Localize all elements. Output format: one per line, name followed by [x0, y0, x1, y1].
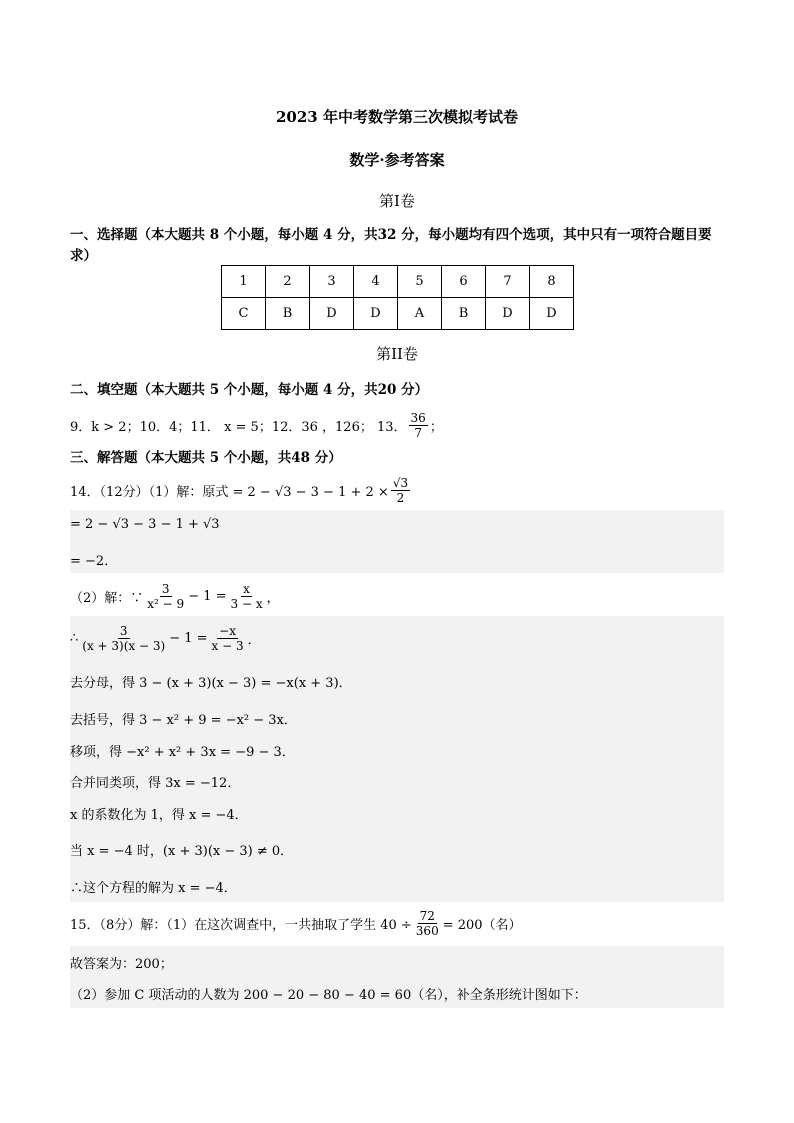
shaded-band	[70, 542, 724, 573]
volume-two-heading: 第II卷	[376, 345, 418, 363]
choice-answer: D	[354, 298, 398, 330]
q14-line-7: 去括号，得 3 − x² + 9 = −x² − 3x．	[70, 713, 297, 728]
q15-line-1	[70, 904, 522, 942]
fill-answers-line	[70, 408, 443, 442]
fill-answers-text: 9．k > 2；10．4；11． x = 5；12．36 ，126； 13．	[70, 419, 407, 435]
q14-line-5-prefix: ∴	[70, 630, 79, 646]
fraction-numerator: √3	[392, 475, 409, 490]
answer-subtitle: 数学·参考答案	[349, 151, 445, 169]
q15-line-1-text: 15．（8分）解：（1）在这次调查中，一共抽取了学生 40 ÷	[70, 917, 412, 933]
question-number: 7	[486, 266, 530, 298]
fraction	[229, 582, 265, 611]
q14-line-1	[70, 472, 412, 508]
q14-line-3: = −2．	[70, 554, 118, 569]
fraction-numerator: 3	[119, 623, 128, 638]
question-number: 1	[222, 266, 266, 298]
fraction-denominator: 3 − x	[230, 596, 263, 611]
q14-line-4-tail: ，	[266, 590, 280, 606]
q15-line-3: （2）参加 C 项活动的人数为 200 − 20 − 80 − 40 = 60（名），补全条形统计图如下：	[70, 988, 587, 1003]
choice-answer: D	[486, 298, 530, 330]
section-solve-heading: 三、解答题（本大题共 5 个小题，共48 分）	[70, 450, 342, 466]
q14-line-8: 移项，得 −x² + x² + 3x = −9 − 3．	[70, 745, 295, 760]
fraction-numerator: 36	[410, 410, 426, 425]
fraction	[414, 909, 441, 938]
fraction-numerator: −x	[219, 623, 236, 638]
fraction-denominator: x² − 9	[147, 596, 185, 611]
choice-answer: A	[398, 298, 442, 330]
fraction-denominator: 7	[414, 425, 422, 440]
fraction-numerator: 72	[419, 908, 435, 923]
fraction-denominator: 360	[415, 923, 439, 938]
answer-table	[221, 265, 574, 330]
fraction-numerator: x	[243, 581, 250, 596]
question-number: 3	[310, 266, 354, 298]
q15-line-2: 故答案为：200；	[70, 957, 173, 972]
page-title: 2023 年中考数学第三次模拟考试卷	[276, 108, 518, 126]
q14-line-5-mid: − 1 =	[169, 630, 208, 646]
q14-line-5	[70, 618, 261, 658]
q14-line-5-tail: ．	[247, 632, 261, 648]
fraction-denominator: 2	[396, 490, 405, 505]
fraction	[80, 624, 167, 653]
volume-one-heading: 第Ⅰ卷	[379, 192, 415, 210]
q14-line-11: 当 x = −4 时，(x + 3)(x − 3) ≠ 0．	[70, 844, 294, 859]
fraction	[409, 411, 428, 440]
question-number: 2	[266, 266, 310, 298]
choice-answer: D	[310, 298, 354, 330]
q14-line-4-prefix: （2）解：∵	[70, 590, 144, 606]
q14-line-9: 合并同类项，得 3x = −12．	[70, 776, 241, 791]
question-number: 4	[354, 266, 398, 298]
fraction	[210, 624, 246, 653]
q14-line-4	[70, 578, 280, 614]
question-number: 6	[442, 266, 486, 298]
q14-line-12: ∴这个方程的解为 x = −4．	[70, 881, 237, 896]
question-number: 5	[398, 266, 442, 298]
fraction-denominator: x − 3	[211, 638, 244, 653]
q14-line-4-mid: − 1 =	[188, 588, 227, 604]
section-choice-heading: 一、选择题（本大题共 8 个小题，每小题 4 分，共32 分，每小题均有四个选项，其中只有一项符合题目要求）	[70, 227, 712, 264]
fraction	[391, 476, 410, 505]
answer-table-number-row	[222, 266, 574, 298]
section-fill-heading: 二、填空题（本大题共 5 个小题，每小题 4 分，共20 分）	[70, 382, 429, 398]
choice-answer: B	[266, 298, 310, 330]
q15-line-1-tail: = 200（名）	[442, 917, 522, 933]
fraction-numerator: 3	[161, 581, 170, 596]
q14-line-10: x 的系数化为 1，得 x = −4．	[70, 808, 248, 823]
fill-answers-tail: ；	[429, 419, 443, 435]
q14-line-2: = 2 − √3 − 3 − 1 + √3	[70, 517, 220, 532]
q14-line-6: 去分母，得 3 − (x + 3)(x − 3) = −x(x + 3)．	[70, 676, 352, 691]
fraction-denominator: (x + 3)(x − 3)	[82, 638, 166, 653]
choice-answer: D	[530, 298, 574, 330]
choice-answer: C	[222, 298, 266, 330]
question-number: 8	[530, 266, 574, 298]
fraction	[145, 582, 186, 611]
choice-answer: B	[442, 298, 486, 330]
answer-table-answer-row	[222, 298, 574, 330]
q14-line-1-text: 14．（12分）（1）解：原式 = 2 − √3 − 3 − 1 + 2 ×	[70, 484, 389, 500]
